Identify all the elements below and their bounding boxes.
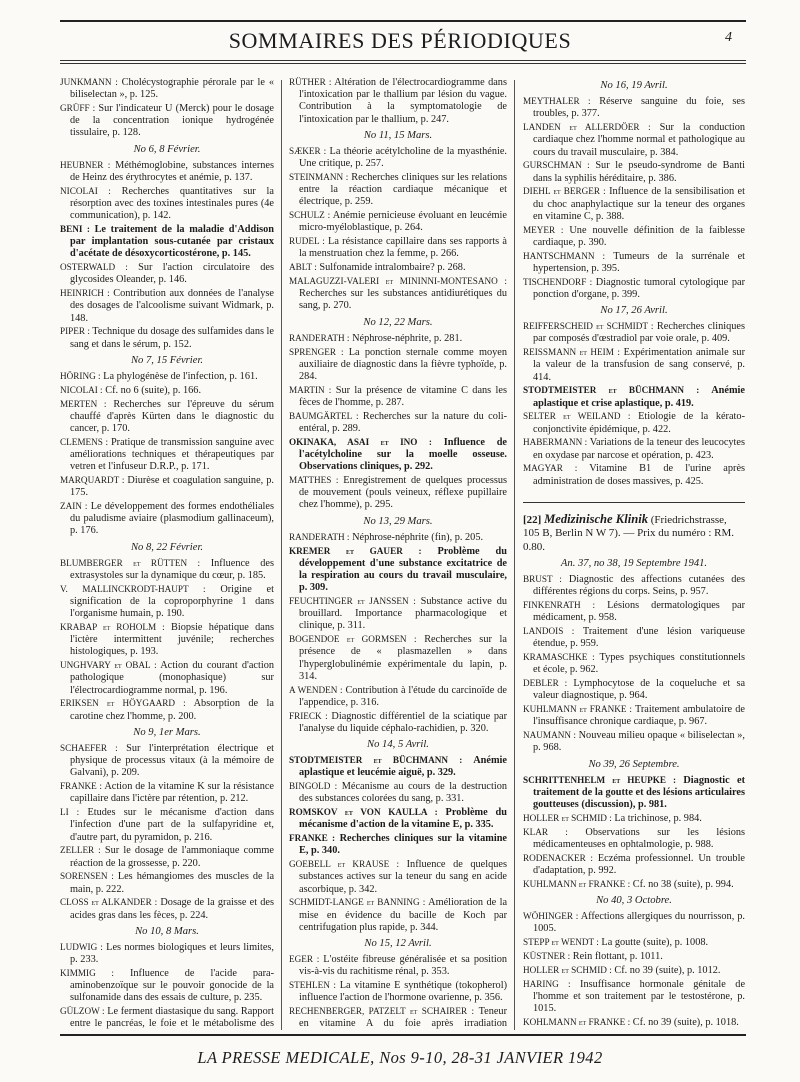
article-title: Diagnostic et traitement de la goutte et des lésions articulaires goutteuses (discussion), p. 981.	[533, 774, 745, 811]
article-author: MATTHES :	[289, 475, 339, 486]
article-title: La goutte (suite), p. 1008.	[601, 937, 709, 949]
issue-heading: An. 37, no 38, 19 Septembre 1941.	[560, 558, 708, 570]
article-entry	[60, 557, 274, 582]
article-title: Expérimentation animale sur la valeur de la transfusion de sang conservé, p. 414.	[533, 347, 745, 383]
article-author: SCHAEFER :	[60, 743, 118, 754]
article-entry	[60, 742, 274, 780]
article-entry	[60, 780, 274, 805]
article-title: Sulfonamide intralombaire? p. 268.	[319, 262, 466, 274]
article-author: FEUCHTINGER et JANSSEN :	[289, 596, 416, 607]
article-author: GRÜFF :	[60, 103, 96, 113]
article-title: Les normes biologiques et leurs limites, p. 233.	[70, 942, 274, 966]
article-author: NICOLAI :	[60, 384, 103, 395]
article-title: Influence de l'acide para-aminobenzoïque sur le pouvoir gonocide de la sulfonamide dans des essais de culture, p. 235.	[70, 968, 274, 1004]
article-title: La ponction sternale comme moyen auxiliaire de diagnostic dans la fièvre typhoïde, p. 284.	[299, 346, 507, 383]
article-title: Observations sur les lésions médicamenteuses en ophtalmologie, p. 988.	[533, 826, 745, 851]
article-author: REIFFERSCHEID et SCHMIDT :	[523, 321, 654, 332]
article-title: Sur l'indicateur U (Merck) pour le dosage de la concentration ionique hydrogénée tissulaire, p. 128.	[70, 103, 274, 139]
article-author: KLAR :	[523, 826, 568, 837]
article-title: Anémie aplastique et crise aplastique, p. 419.	[533, 385, 745, 409]
article-entry	[60, 896, 274, 921]
article-title: Recherches cliniques sur la vitamine E, p. 340.	[299, 833, 507, 857]
top-rule	[60, 20, 746, 22]
article-entry	[60, 870, 274, 895]
article-author: HEUBNER :	[60, 159, 111, 170]
article-entry	[60, 583, 274, 621]
article-title: Variations de la teneur des leucocytes en oxydase par narcose et opération, p. 423.	[533, 437, 745, 461]
article-entry	[60, 806, 274, 844]
issue-heading: No 15, 12 Avril.	[364, 938, 432, 950]
article-author: KRAMASCHKE :	[523, 652, 595, 663]
article-entry	[289, 436, 507, 474]
article-title: Influence de quelques substances actives sur la teneur du sang en acide ascorbique, p. 342.	[299, 859, 507, 895]
article-author: RODENACKER :	[523, 852, 593, 863]
article-entry	[523, 436, 745, 461]
article-author: GURSCHMAN :	[523, 160, 590, 171]
article-entry	[289, 275, 507, 313]
article-author: LUDWIG :	[60, 942, 103, 953]
article-entry	[60, 384, 274, 397]
article-author: GOEBELL et KRAUSE :	[289, 859, 400, 870]
issue-heading: No 14, 5 Avril.	[367, 739, 429, 751]
article-entry	[523, 384, 745, 409]
article-entry	[523, 224, 745, 249]
article-entry	[289, 684, 507, 709]
article-author: HABERMANN :	[523, 437, 588, 448]
article-entry	[289, 531, 507, 544]
article-title: Problème du mécanisme d'action de la vitamine E, p. 335.	[299, 807, 507, 831]
article-title: Origine et signification de la coproporphyrine 1 dans l'organisme humain, p. 190.	[70, 583, 274, 620]
article-title: Types psychiques constitutionnels et école, p. 962.	[533, 652, 745, 676]
article-entry	[523, 910, 745, 935]
article-entry	[523, 346, 745, 384]
article-author: WÖHINGER :	[523, 911, 579, 922]
article-author: SCHULZ :	[289, 210, 331, 221]
article-title: Action de la vitamine K sur la résistance capillaire dans l'ictère par rétention, p. 212.	[70, 781, 274, 805]
article-author: SÆKER :	[289, 146, 327, 157]
issue-heading: No 39, 26 Septembre.	[588, 758, 680, 770]
article-entry	[289, 780, 507, 805]
article-entry	[60, 325, 274, 350]
article-author: MARTIN :	[289, 384, 332, 395]
article-author: ZELLER :	[60, 845, 101, 856]
article-title: Biopsie hépatique dans l'ictère intermittent juvénile; recherches histologiques, p. 193.	[70, 622, 274, 658]
article-entry	[289, 474, 507, 512]
column-divider	[514, 80, 515, 1030]
article-title: Recherches sur l'épreuve du sérum chauffé d'après Kürten dans le diagnostic du cancer, p. 170.	[70, 398, 274, 435]
issue-heading: No 16, 19 Avril.	[600, 80, 668, 91]
issue-heading: No 8, 22 Février.	[130, 541, 204, 553]
article-entry	[60, 102, 274, 140]
article-entry	[523, 651, 745, 676]
article-author: KUHLMANN et FRANKE :	[523, 704, 632, 715]
article-entry	[289, 384, 507, 409]
article-author: MEYER :	[523, 224, 564, 235]
article-author: UNGHVARY et OBAL :	[60, 660, 157, 671]
article-author: BLUMBERGER et RÜTTEN :	[60, 557, 201, 568]
issue-heading: No 10, 8 Mars.	[135, 925, 199, 937]
article-title: Influence de la sensibilisation et du choc anaphylactique sur la teneur des organes en vitamine C, p. 388.	[533, 186, 745, 222]
article-title: Le ferment diastasique du sang. Rapport entre le pancréas, le foie et le métabolisme des	[70, 1006, 274, 1030]
article-title: Action du courant d'action pathologique (monophasique) sur l'électrocardiogramme normal, p. 196.	[70, 660, 274, 696]
article-title: Diagnostic tumoral cytologique par ponction d'organe, p. 399.	[533, 276, 745, 300]
article-author: RANDERATH :	[289, 332, 350, 343]
header-rule	[60, 60, 746, 61]
article-author: BRUST :	[523, 574, 562, 585]
article-author: RUDEL :	[289, 236, 325, 247]
article-title: Le traitement de la maladie d'Addison par implantation sous-cutanée par cristaux d'acétate de désoxycorticostérone, p. 145.	[70, 224, 274, 260]
article-author: HOLLER et SCHMID :	[523, 813, 612, 824]
article-entry	[289, 1005, 507, 1030]
article-author: ROMSKOV et VON KAULLA :	[289, 807, 438, 818]
article-author: KUHLMANN et FRANKE :	[523, 878, 631, 889]
article-author: GÜLZOW :	[60, 1006, 105, 1017]
column-2	[289, 76, 507, 1030]
article-entry	[523, 462, 745, 487]
article-entry	[523, 826, 745, 851]
article-author: KIMMIG :	[60, 968, 114, 979]
article-title: Influence des extrasystoles sur la dynamique du cœur, p. 185.	[70, 557, 274, 582]
article-entry	[60, 659, 274, 697]
article-entry	[60, 223, 274, 261]
article-entry	[523, 320, 745, 345]
issue-heading: No 17, 26 Avril.	[600, 305, 668, 317]
article-author: RÜTHER :	[289, 77, 332, 87]
article-title: Eczéma professionnel. Un trouble d'adaptation, p. 992.	[533, 852, 745, 877]
article-entry	[289, 858, 507, 896]
article-title: Affections allergiques du nourrisson, p. 1005.	[533, 911, 745, 935]
article-title: Vitamine B1 de l'urine après administration de doses massives, p. 425.	[533, 463, 745, 487]
article-title: Recherches cliniques par composés d'œstradiol par voie orale, p. 409.	[533, 321, 745, 345]
article-title: Diagnostic différentiel de la sciatique par l'analyse du liquide céphalo-rachidien, p. 320.	[299, 710, 507, 734]
article-entry	[60, 398, 274, 436]
article-title: Cf. no 39 (suite), p. 1018.	[632, 1016, 739, 1028]
article-author: HÖRING :	[60, 371, 101, 382]
article-title: Les hémangiomes des muscles de la main, p. 222.	[70, 871, 274, 895]
article-author: KOHLMANN et FRANKE :	[523, 1016, 631, 1027]
article-author: BINGOLD :	[289, 781, 338, 792]
article-author: TISCHENDORF :	[523, 276, 593, 287]
journal-number: [22]	[523, 513, 542, 526]
article-entry	[523, 1016, 745, 1029]
article-title: Absorption de la carotine chez l'homme, p. 200.	[70, 698, 274, 722]
article-entry	[289, 76, 507, 126]
article-author: STEHLEN :	[289, 980, 336, 991]
article-entry	[523, 852, 745, 877]
article-entry	[60, 185, 274, 223]
article-author: SPRENGER :	[289, 346, 344, 357]
article-entry	[289, 235, 507, 260]
article-author: ERIKSEN et HÖYGAARD :	[60, 698, 186, 709]
page-number: 4	[725, 30, 732, 45]
article-entry	[60, 474, 274, 499]
article-title: Recherches sur la présence de « plasmazellen » dans l'hyperglobulinémie expérimentale du lapin, p. 314.	[299, 634, 507, 682]
article-entry	[60, 76, 274, 101]
article-title: Sur l'action circulatoire des glycosides Oleander, p. 146.	[70, 262, 274, 286]
article-entry	[60, 159, 274, 184]
article-title: Traitement d'une lésion variqueuse étendue, p. 959.	[533, 626, 745, 650]
article-entry	[289, 410, 507, 435]
article-entry	[289, 754, 507, 779]
article-title: Anémie aplastique et leucémie aiguë, p. 329.	[299, 755, 507, 779]
article-author: JUNKMANN :	[60, 77, 118, 87]
article-author: FINKENRATH :	[523, 600, 596, 611]
article-author: KRABAP et ROHOLM :	[60, 622, 165, 633]
article-title: Recherches sur la nature du coli-entéral, p. 289.	[299, 410, 507, 435]
article-entry	[523, 729, 745, 754]
article-author: FRANKE :	[289, 833, 336, 844]
article-entry	[289, 832, 507, 857]
article-author: REISSMANN et HEIM :	[523, 347, 620, 358]
article-author: MAGYAR :	[523, 463, 578, 474]
article-author: BENI :	[60, 224, 90, 235]
journal-heading	[523, 502, 745, 554]
article-title: Recherches quantitatives sur la résorption avec des toxines intestinales pures (4e communication), p. 142.	[70, 185, 274, 222]
article-entry	[289, 145, 507, 170]
article-entry	[60, 621, 274, 659]
column-divider	[281, 80, 282, 1030]
article-title: La résistance capillaire dans ses rapports à la menstruation chez la femme, p. 266.	[299, 236, 507, 260]
article-author: ABLT :	[289, 262, 317, 273]
article-entry	[523, 950, 745, 963]
article-title: Lésions dermatologiques par médicament, p. 958.	[533, 600, 745, 624]
article-entry	[289, 806, 507, 831]
article-title: Néphrose-néphrite (fin), p. 205.	[352, 531, 484, 543]
article-entry	[60, 287, 274, 325]
article-author: SCHMIDT-LANGE et BANNING :	[289, 897, 426, 908]
article-author: RECHENBERGER, PATZELT et SCHAIRER :	[289, 1006, 475, 1017]
article-entry	[60, 370, 274, 383]
article-author: STEINMANN :	[289, 172, 349, 183]
article-entry	[523, 812, 745, 825]
article-title: Sur le dosage de l'ammoniaque comme réaction de la grossesse, p. 220.	[70, 845, 274, 869]
article-title: Sur le pseudo-syndrome de Banti dans la syphilis héréditaire, p. 386.	[533, 160, 745, 184]
article-author: OKINAKA, ASAI et INO :	[289, 436, 432, 447]
issue-heading: No 9, 1er Mars.	[133, 726, 201, 738]
article-author: HARING :	[523, 978, 571, 989]
article-author: LI :	[60, 807, 80, 818]
column-1	[60, 76, 274, 1030]
article-entry	[523, 185, 745, 223]
article-entry	[60, 261, 274, 286]
article-entry	[289, 953, 507, 978]
article-entry	[289, 545, 507, 595]
article-title: Problème du développement d'une substance excitatrice de la respiration au cours du travail musculaire, p. 309.	[299, 545, 507, 594]
article-title: Tumeurs de la surrénale et hypertension, p. 395.	[533, 250, 745, 274]
issue-heading: No 40, 3 Octobre.	[596, 895, 672, 907]
article-title: Insuffisance hormonale génitale de l'homme et son traitement par le testostérone, p. 1015.	[533, 978, 745, 1015]
article-title: Mécanisme au cours de la destruction des substances colorées du sang, p. 331.	[299, 781, 507, 805]
article-author: RANDERATH :	[289, 531, 350, 542]
footer-rule	[60, 1034, 746, 1036]
article-entry	[523, 703, 745, 728]
article-entry	[289, 332, 507, 345]
article-author: EGER :	[289, 954, 320, 965]
article-entry	[60, 1005, 274, 1030]
article-title: Cholécystographie pérorale par le « biliselectan », p. 125.	[70, 77, 274, 101]
article-entry	[523, 159, 745, 184]
article-author: SORENSEN :	[60, 871, 114, 882]
article-author: STEPP et WENDT :	[523, 937, 599, 948]
article-author: DIEHL et BERGER :	[523, 186, 606, 197]
article-title: Une nouvelle définition de la faiblesse cardiaque, p. 390.	[533, 224, 745, 248]
article-title: Anémie pernicieuse évoluant en leucémie micro-myéloblastique, p. 264.	[299, 210, 507, 234]
article-entry	[523, 625, 745, 650]
article-author: HANTSCHMANN :	[523, 250, 606, 261]
article-entry	[523, 677, 745, 702]
article-author: MALAGUZZI-VALERI et MININNI-MONTESANO :	[289, 276, 507, 287]
article-title: Contribution à l'étude du carcinoïde de l'appendice, p. 316.	[299, 684, 507, 708]
article-title: Substance active du brouillard. Importance pharmacologique et clinique, p. 311.	[299, 596, 507, 632]
article-title: Diagnostic des affections cutanées des différentes régions du corps. Seins, p. 957.	[533, 574, 745, 598]
article-title: Rein flottant, p. 1011.	[572, 951, 663, 963]
article-entry	[60, 844, 274, 869]
article-author: MARQUARDT :	[60, 475, 125, 486]
article-title: Dosage de la graisse et des acides gras dans les fèces, p. 224.	[70, 897, 274, 921]
article-entry	[523, 599, 745, 624]
article-author: MERTEN :	[60, 398, 107, 409]
header-rule-double	[60, 63, 746, 64]
article-author: A WENDEN :	[289, 684, 343, 695]
article-author: BOGENDOE et GORMSEN :	[289, 634, 417, 645]
article-author: STODTMEISTER et BÜCHMANN :	[289, 755, 463, 766]
page-title: SOMMAIRES DES PÉRIODIQUES	[228, 28, 572, 53]
article-entry	[523, 936, 745, 949]
article-entry	[523, 250, 745, 275]
article-author: NAUMANN :	[523, 730, 576, 741]
article-author: LANDEN et ALLERDÖER :	[523, 122, 651, 133]
article-entry	[60, 436, 274, 474]
article-entry	[523, 774, 745, 812]
article-title: L'ostéite fibreuse généralisée et sa position vis-à-vis du rachitisme rénal, p. 353.	[299, 954, 507, 978]
issue-heading: No 13, 29 Mars.	[363, 515, 433, 527]
article-title: Enregistrement de quelques processus de mouvement (pouls veineux, réflexe pupillaire chez l'homme), p. 295.	[299, 475, 507, 511]
article-author: HEINRICH :	[60, 288, 110, 299]
article-author: FRANKE :	[60, 781, 102, 792]
article-author: DEBLER :	[523, 678, 568, 689]
article-title: Etudes sur le mécanisme d'action dans l'infection d'une part de la sulfapyridine et, d'autre part, du pyramidon, p. 216.	[70, 807, 274, 843]
article-title: Altération de l'électrocardiogramme dans l'intoxication par le thallium par lésion du vague. Contribution à la symptomatologie de l'intoxication par le thallium, p. 247.	[299, 77, 507, 125]
article-author: FRIECK :	[289, 710, 328, 721]
article-entry	[523, 573, 745, 598]
journal-name: Medizinische Klinik	[544, 511, 648, 526]
article-title: Néphrose-néphrite, p. 281.	[352, 332, 463, 344]
column-3	[523, 76, 745, 1030]
article-author: SELTER et WEILAND :	[523, 411, 631, 422]
article-entry	[289, 633, 507, 683]
article-title: Sur la présence de vitamine C dans les fèces de l'homme, p. 287.	[299, 384, 507, 409]
article-entry	[60, 697, 274, 722]
article-title: La théorie acétylcholine de la myasthénie. Une critique, p. 257.	[299, 146, 507, 170]
article-title: Amélioration de la mise en évidence du bacille de Koch par centrifugation plus rapide, p. 344.	[299, 897, 507, 933]
article-title: Recherches cliniques sur les relations entre la réaction cardiaque mécanique et électrique, p. 259.	[299, 172, 507, 208]
article-author: HOLLER et SCHMID :	[523, 964, 612, 975]
article-title: Le développement des formes endothéliales du paludisme aviaire (plasmodium gallinaceum), p. 176.	[70, 501, 274, 537]
article-entry	[289, 209, 507, 234]
article-title: Sur l'interprétation électrique et physique de processus vitaux (à la mémoire de Galvani), p. 209.	[70, 743, 274, 779]
article-title: Technique du dosage des sulfamides dans le sang et dans le sérum, p. 152.	[70, 326, 274, 350]
article-title: Cf. no 39 (suite), p. 1012.	[614, 964, 721, 976]
article-entry	[289, 346, 507, 384]
issue-heading: No 12, 22 Mars.	[363, 316, 433, 328]
article-title: Recherches sur les substances antidiurétiques du sang, p. 270.	[299, 288, 507, 312]
article-title: Diurèse et coagulation sanguine, p. 175.	[70, 475, 274, 499]
article-author: BAUMGÄRTEL :	[289, 410, 359, 421]
article-entry	[523, 878, 745, 891]
article-author: CLEMENS :	[60, 436, 109, 447]
article-title: Réserve sanguine du foie, ses troubles, p. 377.	[533, 96, 745, 120]
article-title: La trichinose, p. 984.	[614, 813, 702, 825]
article-title: La vitamine E synthétique (tokopherol) influence l'action de l'hormone ovarienne, p. 356.	[299, 980, 507, 1004]
article-entry	[523, 95, 745, 120]
article-entry	[289, 595, 507, 633]
article-author: KÜSTNER :	[523, 951, 571, 962]
article-author: PIPER :	[60, 326, 90, 337]
article-title: Contribution aux données de l'analyse des dosages de l'alcoolisme suivant Widmark, p. 148.	[70, 288, 274, 324]
footer-citation: LA PRESSE MEDICALE, Nos 9-10, 28-31 JANVIER 1942	[197, 1048, 603, 1067]
article-title: Cf. no 6 (suite), p. 166.	[105, 384, 202, 396]
article-title: Méthémoglobine, substances internes de Heinz des érythrocytes et anémie, p. 137.	[70, 159, 274, 184]
article-author: CLOSS et ALKANDER :	[60, 897, 158, 908]
article-author: KREMER et GAUER :	[289, 545, 422, 556]
article-entry	[289, 261, 507, 274]
issue-heading: No 6, 8 Février.	[133, 143, 201, 155]
issue-heading: No 7, 15 Février.	[130, 354, 204, 366]
article-entry	[60, 967, 274, 1005]
article-title: Cf. no 38 (suite), p. 994.	[632, 878, 734, 890]
article-author: ZAIN :	[60, 501, 88, 512]
article-author: V. MALLINCKRODT-HAUPT :	[60, 583, 206, 594]
article-author: OSTERWALD :	[60, 262, 128, 273]
article-entry	[523, 121, 745, 159]
article-title: Pratique de transmission sanguine avec améliorations techniques et thérapeutiques par vetren et l'infuseur D.R.P., p. 171.	[70, 436, 274, 473]
article-entry	[289, 896, 507, 934]
article-author: SCHRITTENHELM et HEUPKE :	[523, 774, 677, 785]
article-author: MEYTHALER :	[523, 96, 591, 107]
article-entry	[523, 276, 745, 301]
article-entry	[289, 171, 507, 209]
article-entry	[523, 410, 745, 435]
article-title: Teneur en vitamine A du foie après irradiation	[299, 1006, 507, 1030]
article-author: NICOLAI :	[60, 185, 111, 196]
article-title: Sur la conduction cardiaque chez l'homme normal et pathologique au cours du travail musculaire, p. 384.	[533, 122, 745, 158]
article-title: Lymphocytose de la coqueluche et sa valeur diagnostique, p. 964.	[533, 678, 745, 702]
article-entry	[523, 978, 745, 1016]
article-title: Nouveau milieu opaque « biliselectan », p. 968.	[533, 730, 745, 754]
article-title: Etiologie de la kérato-conjonctivite épidémique, p. 422.	[533, 411, 745, 435]
article-author: STODTMEISTER et BÜCHMANN :	[523, 385, 700, 396]
journal-details: (Friedrichstrasse, 105 B, Berlin N W 7). — Prix du numéro : RM. 0.80.	[523, 513, 735, 553]
issue-heading: No 11, 15 Mars.	[363, 129, 433, 141]
article-title: Influence de l'acétylcholine sur la moelle osseuse. Observations cliniques, p. 292.	[299, 436, 507, 473]
article-title: La phylogénèse de l'infection, p. 161.	[103, 371, 258, 383]
article-entry	[289, 979, 507, 1004]
article-entry	[60, 941, 274, 966]
article-entry	[60, 500, 274, 538]
article-author: LANDOIS :	[523, 626, 575, 637]
article-title: Traitement ambulatoire de l'insuffisance chronique cardiaque, p. 967.	[533, 704, 745, 728]
article-entry	[289, 710, 507, 735]
article-entry	[523, 964, 745, 977]
